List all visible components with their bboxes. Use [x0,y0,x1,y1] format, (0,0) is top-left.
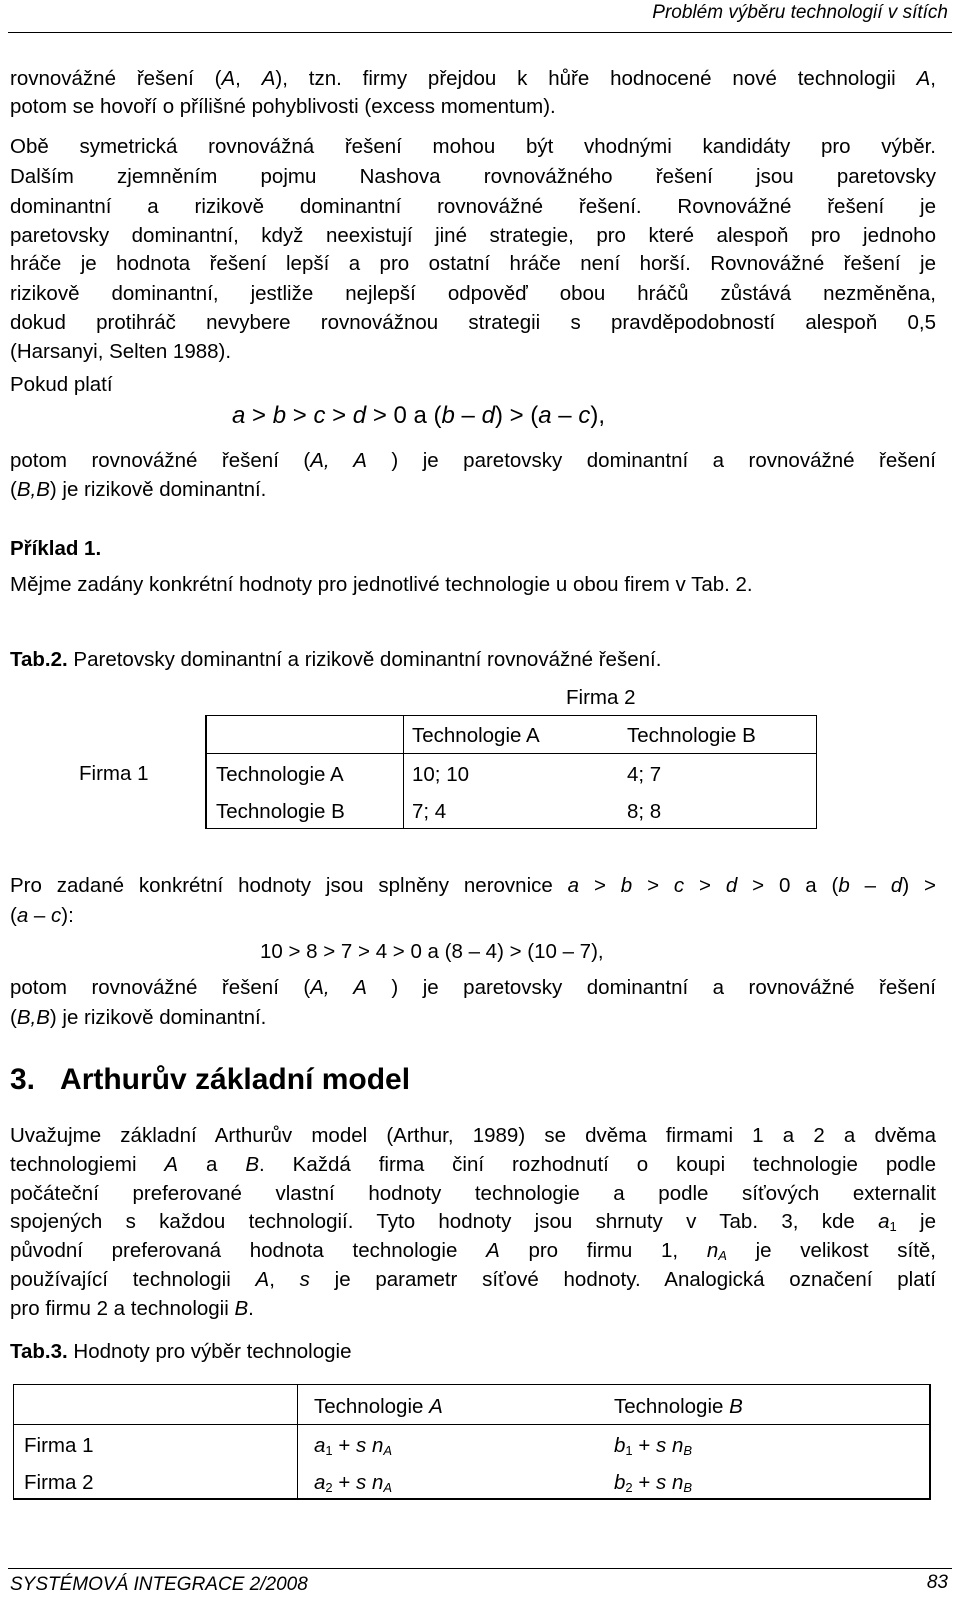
para2-line2: Dalším zjemněním pojmu Nashova rovnovážného řešení jsou paretovsky [10,165,936,188]
para2-line7: dokud protihráč nevybere rovnovážnou strategii s pravděpodobností alespoň 0,5 [10,311,936,334]
tab2-cell-aa: 10; 10 [412,763,469,786]
tab3-hline [14,1424,929,1425]
example-text: Mějme zadány konkrétní hodnoty pro jednotlivé technologie u obou firem v Tab. 2. [10,573,753,596]
tab3-col-a: Technologie A [314,1395,443,1418]
para2-line1: Obě symetrická rovnovážná řešení mohou být vhodnými kandidáty pro výběr. [10,135,936,158]
section3-line5: původní preferovaná hodnota technologie A pro firmu 1, $n_A$ je velikost sítě, [10,1239,937,1263]
tab3-row2: Firma 2 [24,1471,94,1494]
tab3-cell-11: $a_1 + s$ $n_A$ [314,1434,393,1458]
tab3-vline [297,1385,298,1498]
section3-heading: 3. Arthurův základní model [10,1063,411,1096]
tab2-row-b: Technologie B [216,800,345,823]
tab3-cell-12: $b_1 + s$ $n_B$ [614,1434,693,1458]
tab3-col-b: Technologie B [614,1395,743,1418]
tab2-cell-bb: 8; 8 [627,800,662,823]
tab3-box [13,1384,931,1500]
tab3-caption: Tab.3. Hodnoty pro výběr technologie [10,1340,352,1363]
section3-line6: používající technologii A, s je parametr síťové hodnoty. Analogická označení platí [10,1268,936,1291]
formula-example: 10 > 8 > 7 > 4 > 0 a (8 – 4) > (10 – 7), [260,940,604,963]
footer-page-number: 83 [926,1572,948,1593]
formula-general: a > b > c > d > 0 a (b – d) > (a – c), [232,402,605,429]
para2-line4: paretovsky dominantní, když neexistují jiné strategie, pro které alespoň pro jednoho [10,224,936,247]
tab3-cell-22: $b_2 + s$ $n_B$ [614,1471,693,1495]
tab2-col-a: Technologie A [412,724,540,747]
para2-line8: (Harsanyi, Selten 1988). [10,340,232,363]
tab2-caption: Tab.2. Paretovsky dominantní a rizikově dominantní rovnovážné řešení. [10,648,662,671]
para3-line1: potom rovnovážné řešení (A, A ) je paretovsky dominantní a rovnovážné řešení [10,449,936,472]
para4-line3: potom rovnovážné řešení (A, A ) je paretovsky dominantní a rovnovážné řešení [10,976,936,999]
tab2-row-a: Technologie A [216,763,344,786]
para1-line2: potom se hovoří o přílišné pohyblivosti (excess momentum). [10,95,556,118]
tab3-cell-21: $a_2 + s$ $n_A$ [314,1471,393,1495]
footer-journal: SYSTÉMOVÁ INTEGRACE 2/2008 [10,1574,308,1595]
tab2-hline [207,753,816,754]
para1-line1: rovnovážné řešení (A, A), tzn. firmy přejdou k hůře hodnocené nové technologii A, [10,67,936,90]
running-header: Problém výběru technologií v sítích [652,2,948,23]
section3-line3: počáteční preferované vlastní hodnoty technologie a podle síťových externalit [10,1182,936,1205]
para3-intro: Pokud platí [10,373,113,396]
para4-line1: Pro zadané konkrétní hodnoty jsou splněny nerovnice a > b > c > d > 0 a (b – d) > [10,874,936,897]
tab2-cell-ba: 7; 4 [412,800,447,823]
tab3-row1: Firma 1 [24,1434,94,1457]
tab2-col-b: Technologie B [627,724,756,747]
para4-line4: (B,B) je rizikově dominantní. [10,1006,267,1029]
example-heading: Příklad 1. [10,537,102,560]
section3-line4: spojených s každou technologií. Tyto hodnoty jsou shrnuty v Tab. 3, kde $a_1$ je [10,1210,936,1234]
header-rule [8,32,952,33]
section3-line7: pro firmu 2 a technologii B. [10,1297,254,1320]
section3-line1: Uvažujme základní Arthurův model (Arthur, 1989) se dvěma firmami 1 a 2 a dvěma [10,1124,936,1147]
footer-rule [8,1568,952,1569]
section3-line2: technologiemi A a B. Každá firma činí rozhodnutí o koupi technologie podle [10,1153,936,1176]
tab2-vline [403,716,404,828]
tab2-firm2-label: Firma 2 [566,686,636,709]
tab2-firm1-label: Firma 1 [79,762,149,785]
para3-line2: (B,B) je rizikově dominantní. [10,478,267,501]
para2-line5: hráče je hodnota řešení lepší a pro ostatní hráče není horší. Rovnovážné řešení je [10,252,936,275]
para2-line6: rizikově dominantní, jestliže nejlepší odpověď obou hráčů zůstává nezměněna, [10,282,936,305]
tab2-cell-ab: 4; 7 [627,763,662,786]
para2-line3: dominantní a rizikově dominantní rovnovážné řešení. Rovnovážné řešení je [10,195,936,218]
tab2-box [205,715,817,829]
para4-line2: (a – c): [10,904,74,927]
